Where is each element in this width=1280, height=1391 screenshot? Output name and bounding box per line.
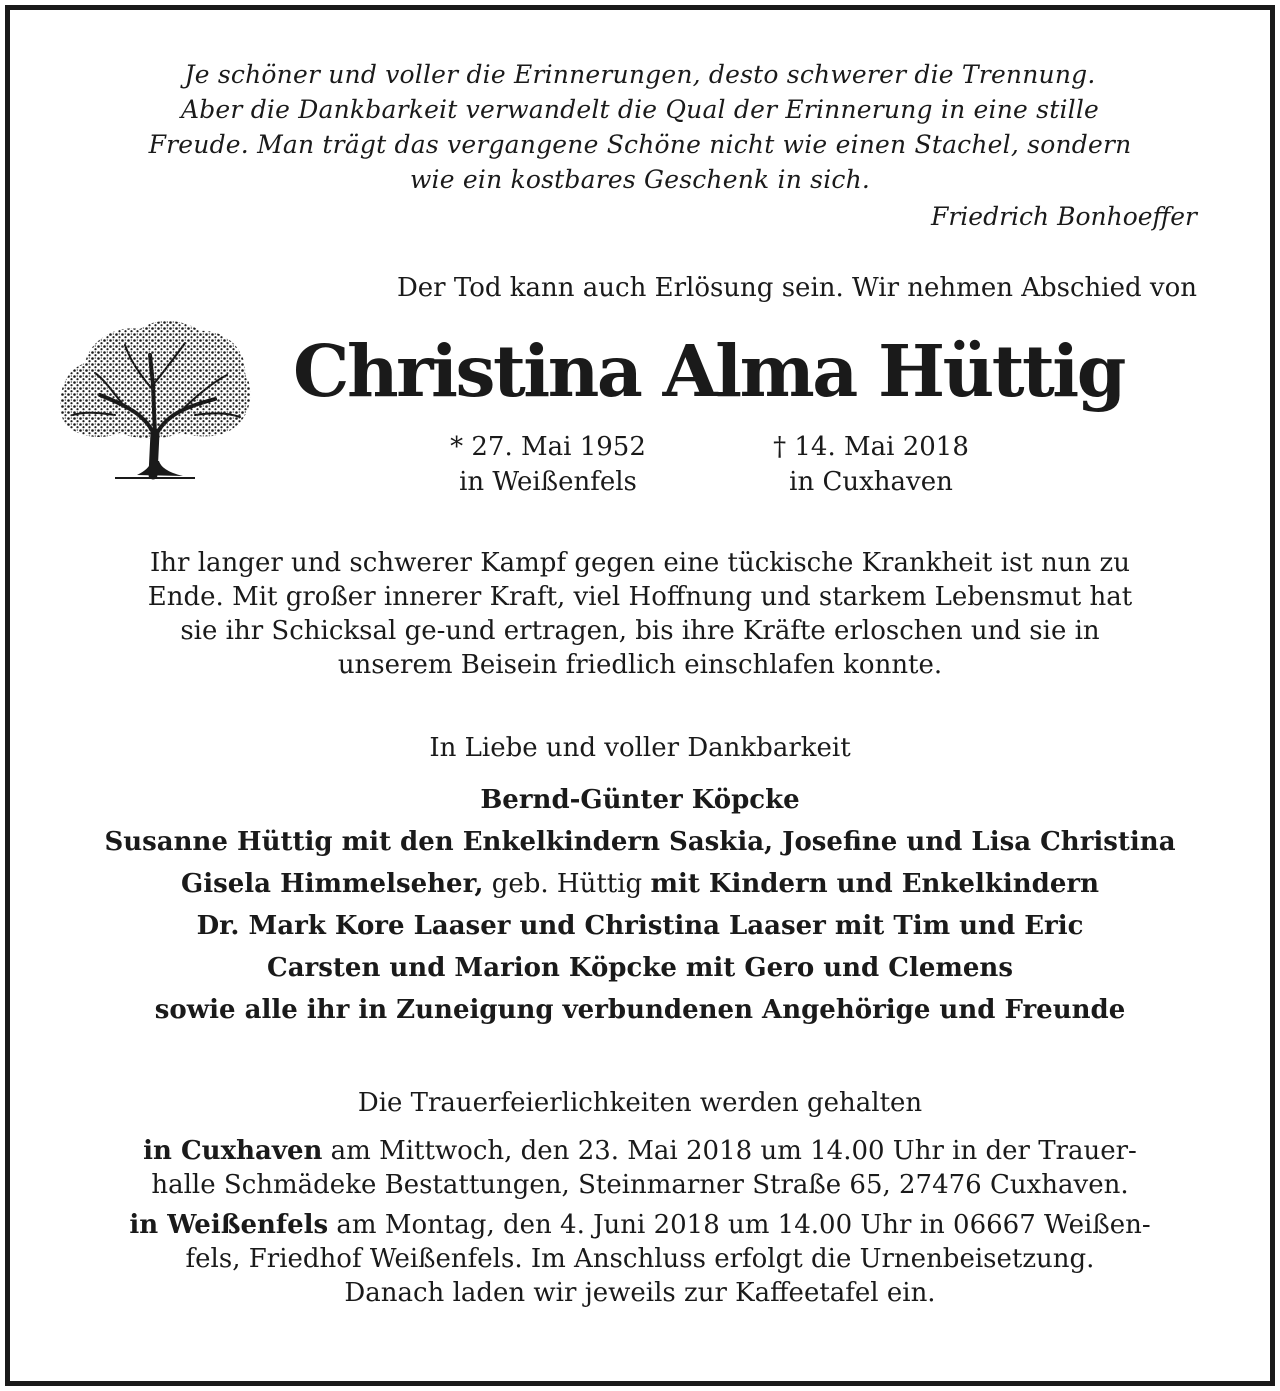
mourner-maiden-name: geb. Hüttig	[483, 869, 651, 899]
deceased-name: Christina Alma Hüttig	[293, 329, 1124, 413]
death-place: in Cuxhaven	[789, 467, 953, 497]
service-details	[70, 1134, 1210, 1310]
tribute-paragraph	[70, 546, 1210, 682]
coffee-invitation: Danach laden wir jeweils zur Kaffeetafel ein.	[344, 1278, 936, 1308]
closing-text: In Liebe und voller Dankbarkeit	[429, 733, 851, 763]
birth-place: in Weißenfels	[459, 467, 637, 497]
quote-line: Freude. Man trägt das vergangene Schöne nicht wie einen Stachel, sondern	[148, 130, 1132, 159]
quote-line: wie ein kostbares Geschenk in sich.	[409, 165, 871, 194]
quote-author: Friedrich Bonhoeffer	[930, 202, 1197, 231]
quote-line: Je schöner und voller die Erinnerungen, desto schwerer die Trennung.	[184, 60, 1096, 89]
mourners-list	[60, 779, 1220, 1031]
quote-block	[70, 57, 1210, 197]
service-place: in Cuxhaven	[143, 1136, 323, 1166]
death-info	[756, 430, 986, 500]
paragraph-line: Ende. Mit großer innerer Kraft, viel Hoffnung und starkem Lebensmut hat	[147, 582, 1133, 612]
tree-icon	[55, 315, 255, 485]
mourner-row: Bernd-Günter Köpcke	[480, 785, 800, 815]
quote-line: Aber die Dankbarkeit verwandelt die Qual der Erinnerung in eine stille	[180, 95, 1100, 124]
service-heading: Die Trauerfeierlichkeiten werden gehalten	[357, 1088, 923, 1118]
service-text: am Mittwoch, den 23. Mai 2018 um 14.00 Uhr in der Trauer-	[322, 1136, 1137, 1166]
intro-text: Der Tod kann auch Erlösung sein. Wir nehmen Abschied von	[396, 273, 1197, 303]
birth-date: * 27. Mai 1952	[450, 432, 646, 462]
mourner-row: Dr. Mark Kore Laaser und Christina Laaser mit Tim und Eric	[196, 911, 1084, 941]
birth-info	[438, 430, 658, 500]
service-text: am Montag, den 4. Juni 2018 um 14.00 Uhr in 06667 Weißen-	[328, 1210, 1151, 1240]
mourner-row	[60, 863, 1220, 905]
paragraph-line: sie ihr Schicksal ge-und ertragen, bis ihre Kräfte erloschen und sie in	[180, 616, 1100, 646]
mourner-suffix: mit Kindern und Enkelkindern	[650, 869, 1099, 899]
service-text: fels, Friedhof Weißenfels. Im Anschluss erfolgt die Urnenbeisetzung.	[185, 1244, 1095, 1274]
mourner-name: Gisela Himmelseher,	[181, 869, 484, 899]
service-cuxhaven-line	[70, 1134, 1210, 1168]
mourner-row: Carsten und Marion Köpcke mit Gero und Clemens	[267, 953, 1013, 983]
service-weissenfels-line	[70, 1208, 1210, 1242]
mourner-row: Susanne Hüttig mit den Enkelkindern Saskia, Josefine und Lisa Christina	[104, 827, 1176, 857]
service-text: halle Schmädeke Bestattungen, Steinmarner Straße 65, 27476 Cuxhaven.	[151, 1170, 1129, 1200]
mourner-row: sowie alle ihr in Zuneigung verbundenen Angehörige und Freunde	[154, 995, 1126, 1025]
paragraph-line: Ihr langer und schwerer Kampf gegen eine tückische Krankheit ist nun zu	[150, 548, 1130, 578]
paragraph-line: unserem Beisein friedlich einschlafen konnte.	[337, 650, 943, 680]
death-date: † 14. Mai 2018	[773, 432, 969, 462]
service-place: in Weißenfels	[129, 1210, 329, 1240]
